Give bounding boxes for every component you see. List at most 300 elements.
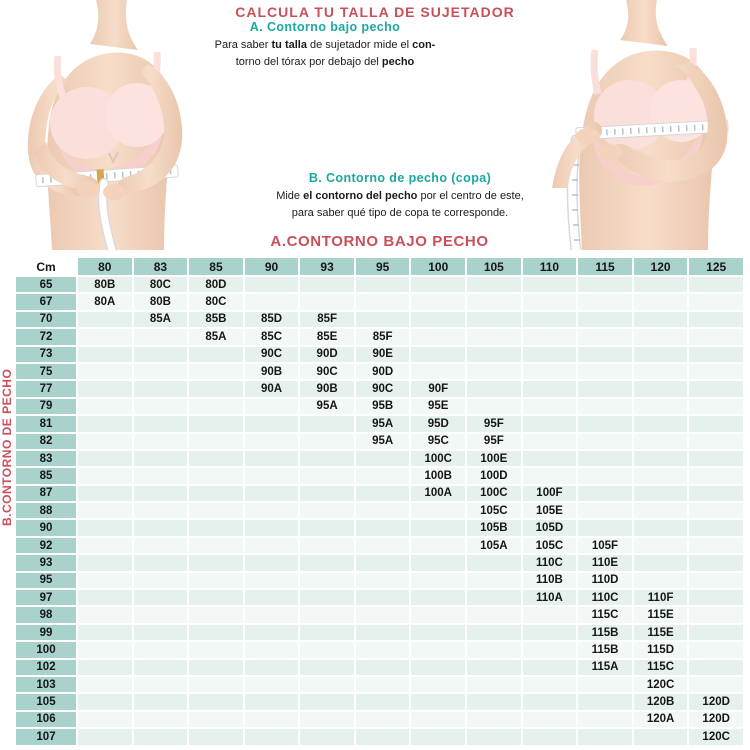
empty-cell: [634, 573, 688, 588]
empty-cell: [411, 294, 465, 309]
size-cell: 105F: [578, 538, 632, 553]
empty-cell: [300, 660, 354, 675]
table-row: [16, 555, 743, 570]
empty-cell: [356, 677, 410, 692]
table-row: [16, 434, 743, 449]
empty-cell: [300, 555, 354, 570]
size-cell: 80B: [78, 277, 132, 292]
section-b-heading: B. Contorno de pecho (copa): [308, 171, 492, 185]
size-cell: 90F: [411, 381, 465, 396]
empty-cell: [300, 573, 354, 588]
empty-cell: [578, 503, 632, 518]
empty-cell: [523, 364, 577, 379]
empty-cell: [689, 451, 743, 466]
empty-cell: [189, 677, 243, 692]
empty-cell: [134, 694, 188, 709]
empty-cell: [134, 520, 188, 535]
empty-cell: [78, 381, 132, 396]
size-cell: 80A: [78, 294, 132, 309]
text-fragment: por el centro de este,: [417, 190, 524, 202]
empty-cell: [134, 434, 188, 449]
empty-cell: [634, 399, 688, 414]
empty-cell: [78, 573, 132, 588]
empty-cell: [689, 294, 743, 309]
empty-cell: [189, 729, 243, 744]
size-cell: 105D: [523, 520, 577, 535]
empty-cell: [356, 607, 410, 622]
empty-cell: [634, 294, 688, 309]
size-cell: 100C: [411, 451, 465, 466]
table-row: [16, 520, 743, 535]
empty-cell: [634, 347, 688, 362]
size-cell: 120C: [689, 729, 743, 744]
col-header: 110: [523, 258, 577, 275]
empty-cell: [356, 712, 410, 727]
empty-cell: [78, 399, 132, 414]
empty-cell: [134, 416, 188, 431]
empty-cell: [634, 520, 688, 535]
size-cell: 90C: [300, 364, 354, 379]
size-cell: 90E: [356, 347, 410, 362]
empty-cell: [356, 294, 410, 309]
empty-cell: [578, 729, 632, 744]
empty-cell: [523, 399, 577, 414]
size-cell: 90B: [300, 381, 354, 396]
empty-cell: [300, 694, 354, 709]
empty-cell: [300, 503, 354, 518]
empty-cell: [134, 660, 188, 675]
empty-cell: [523, 607, 577, 622]
table-row: [16, 399, 743, 414]
empty-cell: [689, 434, 743, 449]
size-cell: 100D: [467, 468, 521, 483]
col-header: 95: [356, 258, 410, 275]
empty-cell: [411, 520, 465, 535]
empty-cell: [411, 555, 465, 570]
table-row: [16, 660, 743, 675]
size-cell: 85B: [189, 312, 243, 327]
empty-cell: [189, 590, 243, 605]
empty-cell: [634, 729, 688, 744]
row-label: 81: [16, 416, 76, 431]
empty-cell: [78, 677, 132, 692]
empty-cell: [189, 503, 243, 518]
size-cell: 95C: [411, 434, 465, 449]
empty-cell: [467, 312, 521, 327]
size-cell: 85A: [134, 312, 188, 327]
empty-cell: [189, 347, 243, 362]
empty-cell: [189, 520, 243, 535]
empty-cell: [578, 277, 632, 292]
empty-cell: [467, 573, 521, 588]
size-cell: 95A: [300, 399, 354, 414]
empty-cell: [689, 660, 743, 675]
size-cell: 120D: [689, 712, 743, 727]
empty-cell: [634, 451, 688, 466]
empty-cell: [578, 347, 632, 362]
row-label: 77: [16, 381, 76, 396]
table-row: [16, 312, 743, 327]
size-cell: 80B: [134, 294, 188, 309]
empty-cell: [634, 468, 688, 483]
empty-cell: [300, 729, 354, 744]
text-fragment: de sujetador mide el: [306, 39, 413, 51]
empty-cell: [689, 538, 743, 553]
empty-cell: [189, 573, 243, 588]
empty-cell: [578, 329, 632, 344]
size-cell: 115A: [578, 660, 632, 675]
empty-cell: [300, 416, 354, 431]
size-cell: 110B: [523, 573, 577, 588]
empty-cell: [189, 625, 243, 640]
size-cell: 100C: [467, 486, 521, 501]
empty-cell: [578, 486, 632, 501]
empty-cell: [634, 486, 688, 501]
empty-cell: [134, 590, 188, 605]
empty-cell: [134, 329, 188, 344]
empty-cell: [411, 712, 465, 727]
empty-cell: [411, 312, 465, 327]
row-label: 103: [16, 677, 76, 692]
size-cell: 90C: [356, 381, 410, 396]
table-row: [16, 364, 743, 379]
size-cell: 110E: [578, 555, 632, 570]
empty-cell: [634, 381, 688, 396]
empty-cell: [356, 520, 410, 535]
empty-cell: [78, 642, 132, 657]
empty-cell: [356, 503, 410, 518]
empty-cell: [578, 694, 632, 709]
empty-cell: [189, 381, 243, 396]
size-cell: 110C: [578, 590, 632, 605]
empty-cell: [134, 573, 188, 588]
empty-cell: [134, 555, 188, 570]
empty-cell: [245, 607, 299, 622]
table-row: [16, 538, 743, 553]
empty-cell: [245, 555, 299, 570]
empty-cell: [689, 347, 743, 362]
size-cell: 100B: [411, 468, 465, 483]
empty-cell: [134, 347, 188, 362]
empty-cell: [356, 625, 410, 640]
empty-cell: [578, 451, 632, 466]
size-cell: 120A: [634, 712, 688, 727]
empty-cell: [245, 712, 299, 727]
row-label: 92: [16, 538, 76, 553]
table-row: [16, 694, 743, 709]
empty-cell: [300, 607, 354, 622]
empty-cell: [189, 486, 243, 501]
empty-cell: [523, 729, 577, 744]
empty-cell: [356, 451, 410, 466]
empty-cell: [78, 538, 132, 553]
empty-cell: [411, 660, 465, 675]
empty-cell: [467, 399, 521, 414]
empty-cell: [189, 451, 243, 466]
table-row: [16, 712, 743, 727]
empty-cell: [467, 660, 521, 675]
empty-cell: [467, 329, 521, 344]
size-cell: 105B: [467, 520, 521, 535]
empty-cell: [300, 451, 354, 466]
table-row: [16, 329, 743, 344]
size-cell: 90D: [300, 347, 354, 362]
empty-cell: [634, 416, 688, 431]
size-cell: 110C: [523, 555, 577, 570]
size-cell: 110F: [634, 590, 688, 605]
empty-cell: [245, 451, 299, 466]
empty-cell: [411, 607, 465, 622]
empty-cell: [78, 625, 132, 640]
size-cell: 120D: [689, 694, 743, 709]
empty-cell: [300, 486, 354, 501]
empty-cell: [78, 416, 132, 431]
size-cell: 85F: [356, 329, 410, 344]
empty-cell: [189, 468, 243, 483]
size-cell: 115E: [634, 607, 688, 622]
empty-cell: [467, 712, 521, 727]
text-fragment: tu talla: [271, 39, 307, 51]
row-label: 87: [16, 486, 76, 501]
empty-cell: [356, 555, 410, 570]
row-label: 73: [16, 347, 76, 362]
text-fragment: torno del tórax por debajo del: [235, 56, 382, 69]
size-cell: 85F: [300, 312, 354, 327]
empty-cell: [78, 312, 132, 327]
size-cell: 105A: [467, 538, 521, 553]
empty-cell: [523, 468, 577, 483]
section-a-heading: A. Contorno bajo pecho: [249, 20, 401, 34]
empty-cell: [189, 555, 243, 570]
empty-cell: [134, 625, 188, 640]
empty-cell: [189, 660, 243, 675]
empty-cell: [78, 364, 132, 379]
empty-cell: [523, 329, 577, 344]
size-cell: 85D: [245, 312, 299, 327]
size-cell: 95D: [411, 416, 465, 431]
empty-cell: [578, 294, 632, 309]
empty-cell: [523, 416, 577, 431]
empty-cell: [356, 660, 410, 675]
empty-cell: [78, 520, 132, 535]
empty-cell: [634, 329, 688, 344]
empty-cell: [134, 399, 188, 414]
empty-cell: [245, 416, 299, 431]
empty-cell: [523, 694, 577, 709]
empty-cell: [689, 364, 743, 379]
table-row: [16, 416, 743, 431]
empty-cell: [78, 555, 132, 570]
section-a-description: [165, 37, 485, 71]
size-cell: 110A: [523, 590, 577, 605]
empty-cell: [78, 347, 132, 362]
row-label: 107: [16, 729, 76, 744]
row-label: 97: [16, 590, 76, 605]
empty-cell: [578, 416, 632, 431]
size-cell: 90C: [245, 347, 299, 362]
table-row: [16, 468, 743, 483]
empty-cell: [467, 729, 521, 744]
empty-cell: [411, 642, 465, 657]
empty-cell: [189, 364, 243, 379]
row-label: 82: [16, 434, 76, 449]
empty-cell: [467, 607, 521, 622]
text-fragment: Para saber: [214, 39, 272, 51]
row-label: 70: [16, 312, 76, 327]
empty-cell: [689, 381, 743, 396]
table-row: [16, 294, 743, 309]
empty-cell: [689, 277, 743, 292]
empty-cell: [467, 590, 521, 605]
empty-cell: [523, 712, 577, 727]
empty-cell: [634, 364, 688, 379]
row-label: 79: [16, 399, 76, 414]
size-cell: 80C: [134, 277, 188, 292]
empty-cell: [356, 277, 410, 292]
empty-cell: [356, 538, 410, 553]
size-cell: 115E: [634, 625, 688, 640]
size-cell: 115B: [578, 625, 632, 640]
size-cell: 105E: [523, 503, 577, 518]
row-label: 75: [16, 364, 76, 379]
empty-cell: [245, 625, 299, 640]
empty-cell: [356, 642, 410, 657]
row-label: 100: [16, 642, 76, 657]
empty-cell: [411, 364, 465, 379]
size-cell: 95E: [411, 399, 465, 414]
empty-cell: [134, 364, 188, 379]
empty-cell: [300, 434, 354, 449]
empty-cell: [689, 573, 743, 588]
empty-cell: [523, 660, 577, 675]
empty-cell: [245, 294, 299, 309]
text-fragment: pecho: [381, 56, 415, 69]
size-cell: 95A: [356, 416, 410, 431]
empty-cell: [245, 486, 299, 501]
empty-cell: [134, 468, 188, 483]
empty-cell: [356, 694, 410, 709]
size-cell: 120C: [634, 677, 688, 692]
empty-cell: [689, 486, 743, 501]
table-row: [16, 451, 743, 466]
empty-cell: [411, 590, 465, 605]
empty-cell: [467, 694, 521, 709]
empty-cell: [78, 503, 132, 518]
empty-cell: [578, 434, 632, 449]
empty-cell: [245, 694, 299, 709]
size-cell: 115B: [578, 642, 632, 657]
table-row: [16, 486, 743, 501]
col-header: 100: [411, 258, 465, 275]
table-row: [16, 729, 743, 744]
empty-cell: [634, 503, 688, 518]
row-label: 90: [16, 520, 76, 535]
empty-cell: [411, 538, 465, 553]
size-cell: 95B: [356, 399, 410, 414]
row-label: 83: [16, 451, 76, 466]
empty-cell: [245, 503, 299, 518]
empty-cell: [189, 642, 243, 657]
empty-cell: [634, 312, 688, 327]
empty-cell: [634, 434, 688, 449]
empty-cell: [689, 329, 743, 344]
col-header: 125: [689, 258, 743, 275]
table-row: [16, 347, 743, 362]
empty-cell: [523, 434, 577, 449]
empty-cell: [523, 347, 577, 362]
empty-cell: [467, 642, 521, 657]
empty-cell: [78, 607, 132, 622]
empty-cell: [300, 468, 354, 483]
empty-cell: [467, 364, 521, 379]
empty-cell: [300, 642, 354, 657]
row-label: 88: [16, 503, 76, 518]
table-row: [16, 642, 743, 657]
col-header: 90: [245, 258, 299, 275]
right-hand: [598, 144, 622, 160]
empty-cell: [189, 399, 243, 414]
empty-cell: [245, 590, 299, 605]
empty-cell: [411, 329, 465, 344]
empty-cell: [245, 538, 299, 553]
empty-cell: [578, 468, 632, 483]
table-row-axis-title: B.CONTORNO DE PECHO: [0, 368, 14, 527]
empty-cell: [523, 677, 577, 692]
empty-cell: [300, 590, 354, 605]
empty-cell: [411, 694, 465, 709]
empty-cell: [78, 451, 132, 466]
empty-cell: [134, 677, 188, 692]
empty-cell: [689, 520, 743, 535]
empty-cell: [523, 451, 577, 466]
size-cell: 115D: [634, 642, 688, 657]
empty-cell: [634, 555, 688, 570]
size-cell: 85C: [245, 329, 299, 344]
empty-cell: [689, 555, 743, 570]
empty-cell: [78, 712, 132, 727]
empty-cell: [245, 729, 299, 744]
left-hand: [76, 181, 100, 197]
row-label: 72: [16, 329, 76, 344]
text-fragment: el contorno del pecho: [303, 190, 418, 202]
size-cell: 120B: [634, 694, 688, 709]
text-fragment: con-: [412, 39, 436, 51]
empty-cell: [189, 694, 243, 709]
empty-cell: [78, 434, 132, 449]
col-header: 93: [300, 258, 354, 275]
size-cell: 85E: [300, 329, 354, 344]
empty-cell: [134, 712, 188, 727]
empty-cell: [356, 729, 410, 744]
empty-cell: [245, 434, 299, 449]
empty-cell: [78, 486, 132, 501]
size-cell: 80C: [189, 294, 243, 309]
empty-cell: [78, 468, 132, 483]
table-row: [16, 590, 743, 605]
empty-cell: [134, 486, 188, 501]
col-header: 105: [467, 258, 521, 275]
empty-cell: [523, 625, 577, 640]
empty-cell: [467, 277, 521, 292]
empty-cell: [245, 277, 299, 292]
size-cell: 105C: [467, 503, 521, 518]
empty-cell: [578, 677, 632, 692]
empty-cell: [245, 520, 299, 535]
col-header: 115: [578, 258, 632, 275]
row-label: 98: [16, 607, 76, 622]
empty-cell: [78, 329, 132, 344]
empty-cell: [578, 364, 632, 379]
